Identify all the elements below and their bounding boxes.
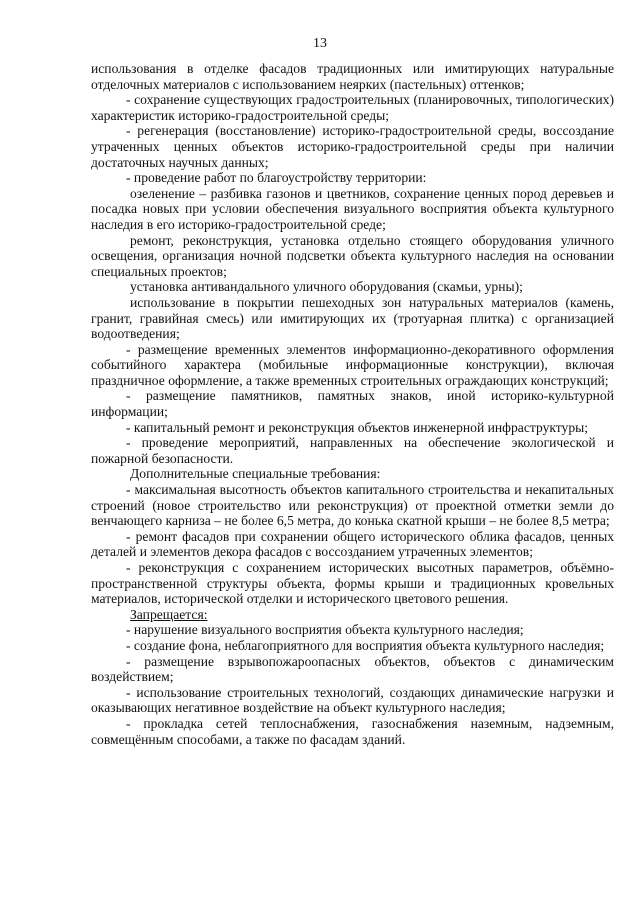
document-body — [91, 61, 614, 747]
paragraph: - проведение мероприятий, направленных на обеспечение экологической и пожарной безопасности. — [91, 435, 614, 466]
paragraph: - нарушение визуального восприятия объекта культурного наследия; — [126, 622, 524, 638]
paragraph: Дополнительные специальные требования: — [130, 466, 381, 482]
paragraph — [91, 607, 614, 623]
paragraph: - сохранение существующих градостроительных (планировочных, типологических) характеристик историко-градостроительной среды; — [91, 92, 614, 123]
paragraph: - максимальная высотность объектов капитального строительства и некапитальных строений (новое строительство или реконструкция) от проектной отметки земли до венчающего карниза – не более 6,5 метра, до конька скатной крыши – не более 8,5 метра; — [91, 482, 614, 529]
paragraph: - реконструкция с сохранением исторических высотных параметров, объёмно-пространственной структуры объекта, формы крыши и традиционных кровельных материалов, исторической отделки и исторического цветового решения. — [91, 560, 614, 607]
paragraph: - размещение памятников, памятных знаков, иной историко-культурной информации; — [91, 388, 614, 420]
section-heading: Запрещается: — [130, 606, 208, 622]
paragraph: установка антивандального уличного оборудования (скамьи, урны); — [130, 279, 523, 295]
paragraph: ремонт, реконструкция, установка отдельно стоящего оборудования уличного освещения, организация ночной подсветки объекта культурного наследия на основании специальных проектов; — [91, 232, 614, 279]
page-number: 13 — [313, 36, 327, 51]
paragraph: использования в отделке фасадов традиционных или имитирующих натуральные отделочных материалов с использованием неярких (пастельных) оттенков; — [91, 61, 614, 92]
paragraph: - регенерация (восстановление) историко-градостроительной среды, воссоздание утраченных ценных объектов историко-градостроительной среды при наличии достаточных научных данных; — [91, 123, 614, 170]
paragraph: - использование строительных технологий, создающих динамические нагрузки и оказывающих негативное воздействие на объект культурного наследия; — [91, 684, 614, 716]
paragraph: использование в покрытии пешеходных зон натуральных материалов (камень, гранит, гравийная смесь) или имитирующих их (тротуарная плитка) с организацией водоотведения; — [91, 294, 614, 342]
paragraph: - размещение временных элементов информационно-декоративного оформления событийного характера (мобильные информационные конструкции), включая праздничное оформление, а также временных строительных ограждающих конструкций; — [91, 341, 614, 388]
paragraph: - размещение взрывопожароопасных объектов, объектов с динамическим воздействием; — [91, 653, 614, 685]
paragraph: - создание фона, неблагоприятного для восприятия объекта культурного наследия; — [126, 637, 605, 653]
paragraph: - прокладка сетей теплоснабжения, газоснабжения наземным, надземным, совмещённым способами, а также по фасадам зданий. — [91, 715, 614, 747]
paragraph: - капитальный ремонт и реконструкция объектов инженерной инфраструктуры; — [126, 419, 589, 435]
paragraph: озеленение – разбивка газонов и цветников, сохранение ценных пород деревьев и посадка новых при условии обеспечения визуального восприятия объекта культурного наследия в его историко-градостроительной среде; — [91, 185, 614, 232]
paragraph: - проведение работ по благоустройству территории: — [126, 170, 427, 186]
paragraph: - ремонт фасадов при сохранении общего исторического облика фасадов, ценных деталей и элементов декора фасадов с воссозданием утраченных элементов; — [91, 528, 614, 560]
